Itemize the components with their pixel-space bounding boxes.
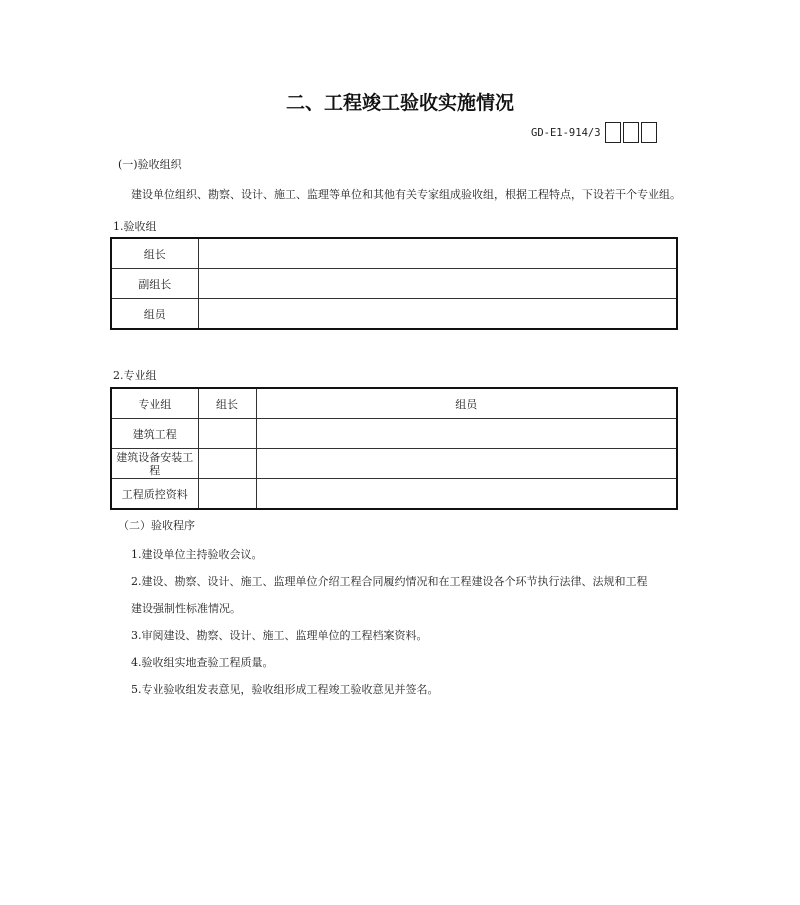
specialty-group-table [110, 387, 678, 510]
procedure-step: 5.专业验收组发表意见，验收组形成工程竣工验收意见并签名。 [131, 683, 439, 696]
leader-cell[interactable] [198, 479, 256, 510]
table-row [111, 238, 677, 269]
table-row [111, 449, 677, 479]
section1-intro: 建设单位组织、勘察、设计、施工、监理等单位和其他有关专家组成验收组，根据工程特点，下设若干个专业组。 [131, 188, 681, 201]
procedure-step: 建设强制性标准情况。 [131, 602, 241, 615]
row-value-cell[interactable] [198, 238, 677, 269]
leader-cell[interactable] [198, 449, 256, 479]
members-cell[interactable] [256, 449, 677, 479]
column-header: 组长 [198, 388, 256, 419]
row-value-cell[interactable] [198, 269, 677, 299]
page-title: 二、工程竣工验收实施情况 [285, 92, 514, 114]
row-label: 组长 [111, 238, 198, 269]
section2-heading: （二）验收程序 [118, 519, 195, 532]
table-header-row [111, 388, 677, 419]
table-row [111, 299, 677, 330]
code-box-2[interactable] [623, 122, 639, 143]
row-label: 建筑工程 [111, 419, 198, 449]
row-label: 组员 [111, 299, 198, 330]
procedure-step: 2.建设、勘察、设计、施工、监理单位介绍工程合同履约情况和在工程建设各个环节执行法律、法规和工程 [131, 575, 648, 588]
code-box-3[interactable] [641, 122, 657, 143]
form-code: GD-E1-914/3 [531, 126, 601, 139]
members-cell[interactable] [256, 419, 677, 449]
acceptance-group-table [110, 237, 678, 330]
row-value-cell[interactable] [198, 299, 677, 330]
procedure-step: 3.审阅建设、勘察、设计、施工、监理单位的工程档案资料。 [131, 629, 428, 642]
column-header: 组员 [256, 388, 677, 419]
section1-heading: (一)验收组织 [118, 158, 182, 171]
column-header: 专业组 [111, 388, 198, 419]
group-heading: 1.验收组 [113, 220, 157, 233]
code-box-1[interactable] [605, 122, 621, 143]
table-row [111, 479, 677, 510]
table-row [111, 269, 677, 299]
procedure-step: 1.建设单位主持验收会议。 [131, 548, 263, 561]
row-label: 副组长 [111, 269, 198, 299]
form-code-row [531, 122, 657, 143]
leader-cell[interactable] [198, 419, 256, 449]
specialty-heading: 2.专业组 [113, 369, 157, 382]
members-cell[interactable] [256, 479, 677, 510]
row-label: 工程质控资料 [111, 479, 198, 510]
table-row [111, 419, 677, 449]
row-label: 建筑设备安装工程 [111, 449, 198, 479]
procedure-step: 4.验收组实地查验工程质量。 [131, 656, 274, 669]
